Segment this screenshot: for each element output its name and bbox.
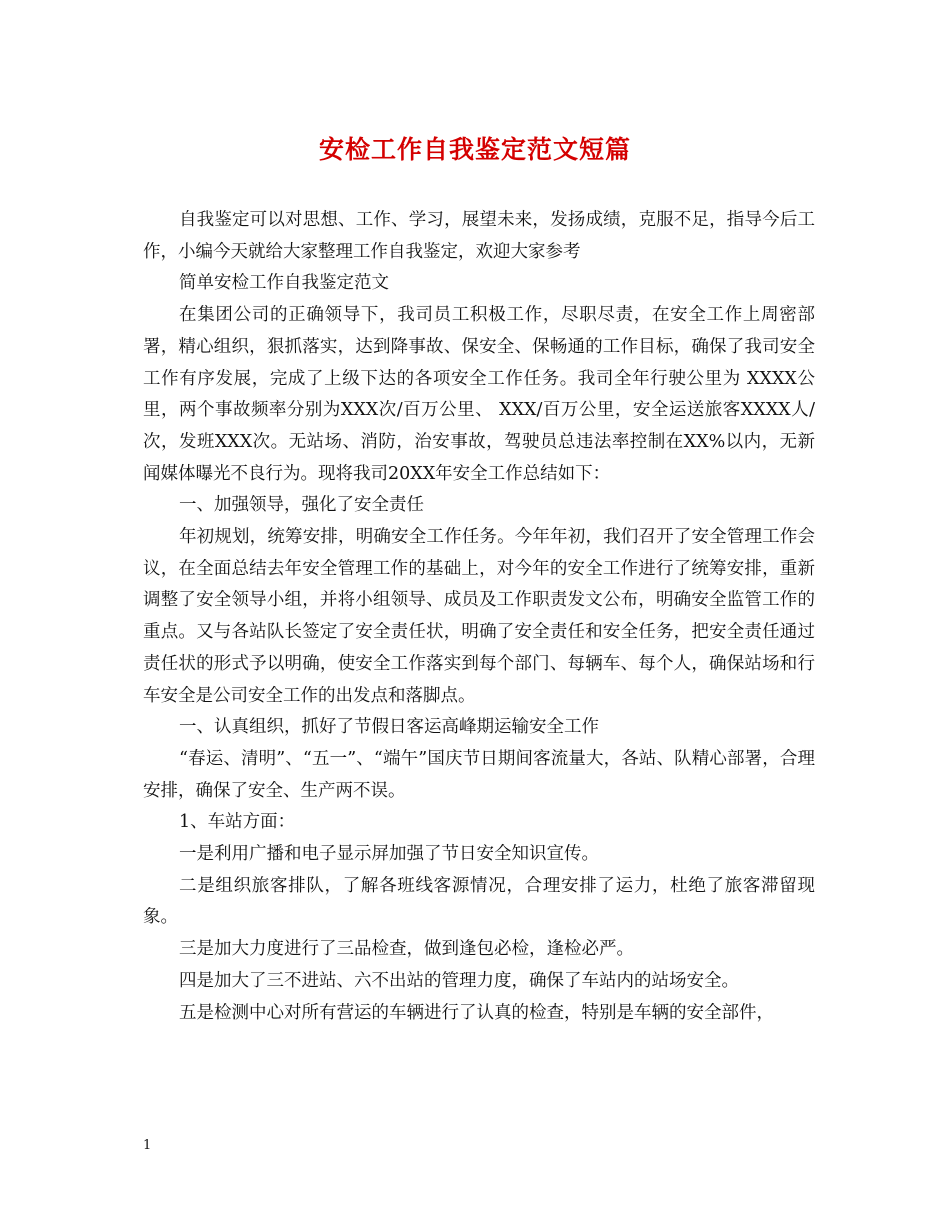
page-number: 1 [143,1138,152,1153]
list-item-4: 四是加大了三不进站、六不出站的管理力度，确保了车站内的站场安全。 [179,970,739,991]
paragraph-leadership: 年初规划，统筹安排，明确安全工作任务。今年年初，我们召开了安全管理工作会议，在全面总结去年安全管理工作的基础上，对今年的安全工作进行了统筹安排，重新调整了安全领导小组，并将小组领导、成员及工作职责发文公布，明确安全监管工作的重点。又与各站队长签定了安全责任状，明确了安全责任和安全任务，把安全责任通过责任状的形式予以明确，使安全工作落实到每个部门、每辆车、每个人，确保站场和行车安全是公司安全工作的出发点和落脚点。 [143,527,815,706]
list-item-3: 三是加大力度进行了三品检查，做到逢包必检，逢检必严。 [179,939,634,960]
subsection-heading-station: 1、车站方面： [179,812,296,833]
paragraph-subtitle: 简单安检工作自我鉴定范文 [179,273,389,294]
document-body [143,205,815,1029]
paragraph-holiday-safety: “春运、清明”、“五一”、“端午”国庆节日期间客流量大，各站、队精心部署，合理安排，确保了安全、生产两不误。 [143,748,815,801]
paragraph-intro: 自我鉴定可以对思想、工作、学习，展望未来，发扬成绩，克服不足，指导今后工作，小编今天就给大家整理工作自我鉴定，欢迎大家参考 [143,210,815,262]
paragraph-overview: 在集团公司的正确领导下，我司员工积极工作，尽职尽责，在安全工作上周密部署，精心组织，狠抓落实，达到降事故、保安全、保畅通的工作目标，确保了我司安全工作有序发展，完成了上级下达的各项安全工作任务。我司全年行驶公里为 XXXX公里，两个事故频率分别为XXX次/百万公里、 XXX/百万公里，安全运送旅客XXXX人/次，发班XXX次。无站场、消防，治安事故，驾驶员总违法率控制在XX%以内，无新闻媒体曝光不良行为。现将我司20XX年安全工作总结如下： [143,305,815,484]
document-title: 安检工作自我鉴定范文短篇 [318,135,631,164]
list-item-1: 一是利用广播和电子显示屏加强了节日安全知识宣传。 [179,844,599,865]
section-heading-holiday-safety: 一、认真组织，抓好了节假日客运高峰期运输安全工作 [179,717,599,738]
list-item-5: 五是检测中心对所有营运的车辆进行了认真的检查，特别是车辆的安全部件， [179,1002,774,1023]
list-item-2: 二是组织旅客排队，了解各班线客源情况，合理安排了运力，杜绝了旅客滞留现象。 [143,875,815,928]
section-heading-leadership: 一、加强领导，强化了安全责任 [179,495,424,516]
